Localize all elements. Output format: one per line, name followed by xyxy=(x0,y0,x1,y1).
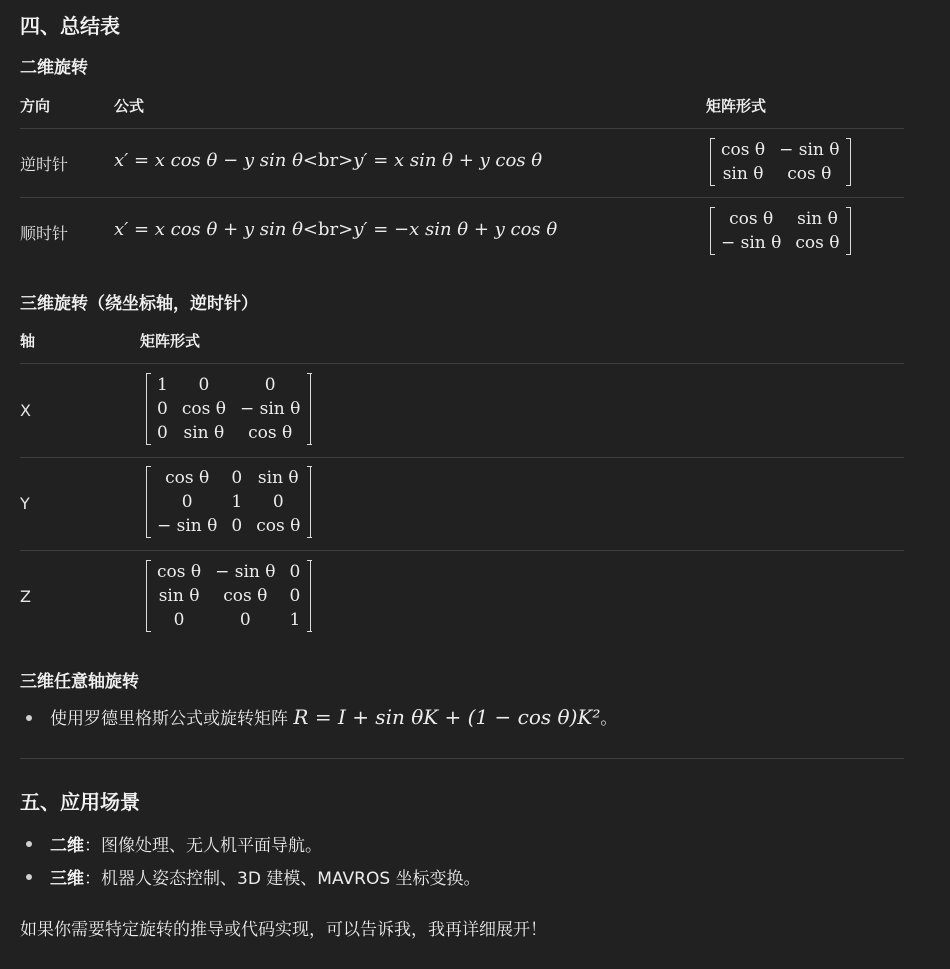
formula-y: y′ = x sin θ + y cos θ xyxy=(353,150,543,171)
matrix-cell: cos θ xyxy=(248,423,293,443)
direction-cell: 逆时针 xyxy=(20,155,69,174)
br-literal: <br> xyxy=(302,219,354,240)
list-item xyxy=(50,704,617,729)
matrix-2d-ccw xyxy=(710,138,851,186)
list-item xyxy=(50,864,481,889)
matrix-cell: 0 xyxy=(157,399,168,419)
matrix-cell: − sin θ xyxy=(215,562,276,582)
matrix-cell: 0 xyxy=(231,468,243,488)
matrix-2d-cw xyxy=(710,207,851,255)
list-item-text: 图像处理、无人机平面导航。 xyxy=(101,836,322,856)
list-item xyxy=(50,831,322,856)
matrix-cell: cos θ xyxy=(729,209,774,229)
list-item-sep: ： xyxy=(84,836,101,856)
axis-cell: Y xyxy=(20,494,30,513)
matrix-cell: 1 xyxy=(157,375,168,395)
bullet-icon xyxy=(26,715,32,721)
matrix-x xyxy=(146,373,311,445)
matrix-cell: − sin θ xyxy=(239,399,301,419)
matrix-cell: − sin θ xyxy=(779,140,840,160)
matrix-cell: − sin θ xyxy=(721,233,782,253)
formula-x: x′ = x cos θ − y sin θ xyxy=(114,150,303,171)
axis-cell: X xyxy=(20,401,31,420)
matrix-cell: cos θ xyxy=(181,399,226,419)
formula-cell xyxy=(114,219,557,240)
list-item-label: 二维 xyxy=(50,836,84,856)
list-item-text: 机器人姿态控制、3D 建模、MAVROS 坐标变换。 xyxy=(101,869,481,889)
subsection-heading-arbitrary: 三维任意轴旋转 xyxy=(20,672,139,692)
matrix-cell: sin θ xyxy=(797,209,838,229)
br-literal: <br> xyxy=(302,150,354,171)
list-item-label: 三维 xyxy=(50,869,84,889)
matrix-cell: 0 xyxy=(231,516,243,536)
matrix-cell: cos θ xyxy=(223,586,268,606)
subsection-heading-2d: 二维旋转 xyxy=(20,58,88,78)
bullet-icon xyxy=(26,841,32,847)
matrix-cell: 0 xyxy=(198,375,210,395)
matrix-cell: sin θ xyxy=(158,586,200,606)
header-matrix: 矩阵形式 xyxy=(140,332,201,350)
rodrigues-formula: R = I + sin θK + (1 − cos θ)K² xyxy=(293,705,601,729)
matrix-cell: 1 xyxy=(231,492,243,512)
matrix-cell: 1 xyxy=(289,610,301,630)
list-item-period: 。 xyxy=(600,709,618,729)
formula-cell xyxy=(114,150,542,171)
formula-x: x′ = x cos θ + y sin θ xyxy=(114,219,303,240)
table-divider xyxy=(20,550,904,551)
table-divider xyxy=(20,128,904,129)
subsection-heading-3d: 三维旋转（绕坐标轴，逆时针） xyxy=(20,294,258,314)
matrix-cell: 0 xyxy=(272,492,284,512)
matrix-cell: cos θ xyxy=(165,468,210,488)
matrix-cell: cos θ xyxy=(721,140,766,160)
matrix-cell: sin θ xyxy=(257,468,299,488)
closing-text: 如果你需要特定旋转的推导或代码实现，可以告诉我，我再详细展开！ xyxy=(20,920,547,940)
matrix-cell: 0 xyxy=(173,610,185,630)
matrix-cell: cos θ xyxy=(787,164,832,184)
matrix-y xyxy=(146,466,311,538)
matrix-z xyxy=(146,560,311,632)
header-formula: 公式 xyxy=(114,97,145,115)
axis-cell: Z xyxy=(20,587,31,606)
header-direction: 方向 xyxy=(20,97,51,115)
matrix-cell: 0 xyxy=(289,562,301,582)
list-item-text: 使用罗德里格斯公式或旋转矩阵 xyxy=(50,709,294,729)
section-divider xyxy=(20,758,904,759)
section-title: 四、总结表 xyxy=(20,14,120,38)
matrix-cell: 0 xyxy=(289,586,301,606)
matrix-cell: 0 xyxy=(181,492,193,512)
matrix-cell: sin θ xyxy=(722,164,764,184)
list-item-sep: ： xyxy=(84,869,101,889)
formula-y: y′ = −x sin θ + y cos θ xyxy=(353,219,558,240)
header-matrix: 矩阵形式 xyxy=(706,97,767,115)
matrix-cell: − sin θ xyxy=(157,516,218,536)
table-divider xyxy=(20,197,904,198)
matrix-cell: 0 xyxy=(239,610,251,630)
section-title: 五、应用场景 xyxy=(20,790,140,814)
matrix-cell: cos θ xyxy=(256,516,301,536)
table-divider xyxy=(20,457,904,458)
header-axis: 轴 xyxy=(20,332,36,350)
bullet-icon xyxy=(26,874,32,880)
matrix-cell: cos θ xyxy=(795,233,840,253)
matrix-cell: sin θ xyxy=(183,423,225,443)
matrix-cell: 0 xyxy=(264,375,276,395)
direction-cell: 顺时针 xyxy=(20,224,69,243)
table-divider xyxy=(20,363,904,364)
matrix-cell: cos θ xyxy=(157,562,202,582)
matrix-cell: 0 xyxy=(157,423,168,443)
